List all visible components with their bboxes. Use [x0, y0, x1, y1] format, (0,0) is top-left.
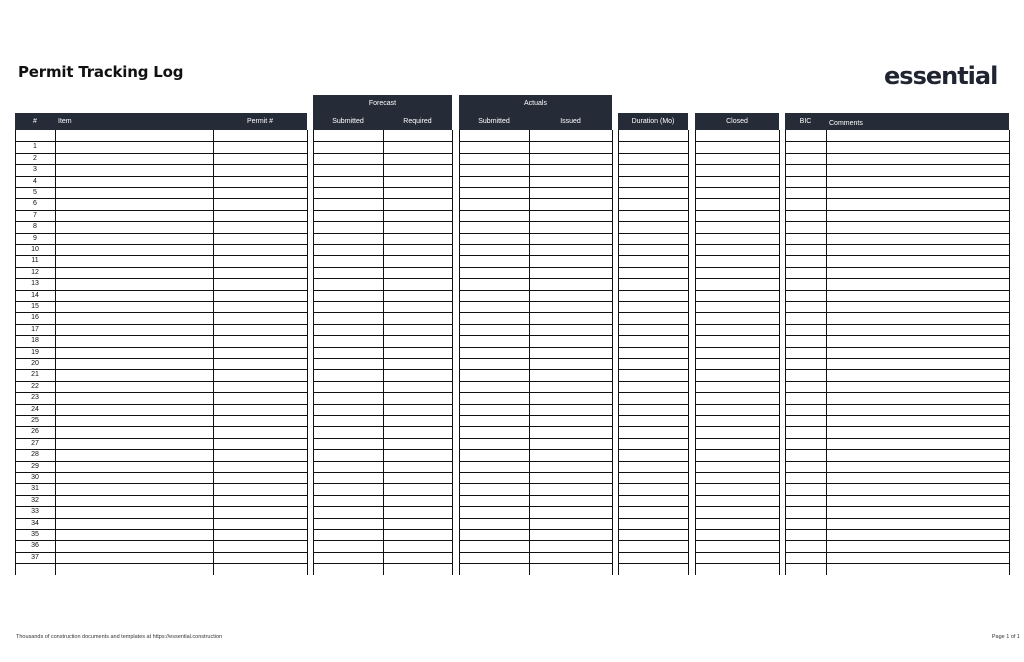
- grid-row-line: [15, 210, 308, 211]
- row-number: 31: [31, 485, 39, 492]
- grid-row-line: [313, 529, 453, 530]
- grid-row-line: [15, 529, 308, 530]
- grid-row-line: [459, 461, 613, 462]
- grid-row-line: [785, 472, 1010, 473]
- grid-row-line: [313, 449, 453, 450]
- grid-row-line: [785, 153, 1010, 154]
- grid-row-line: [15, 198, 308, 199]
- grid-row-line: [785, 369, 1010, 370]
- grid-row-line: [15, 563, 308, 564]
- grid-row-line: [618, 244, 689, 245]
- grid-row-line: [618, 164, 689, 165]
- grid-row-line: [695, 221, 780, 222]
- grid-row-line: [785, 312, 1010, 313]
- row-number: 14: [31, 292, 39, 299]
- grid-row-line: [459, 255, 613, 256]
- grid-row-line: [618, 438, 689, 439]
- row-number: 9: [33, 235, 37, 242]
- grid-row-line: [785, 449, 1010, 450]
- col-header-number: #: [15, 113, 55, 130]
- grid-row-line: [618, 301, 689, 302]
- grid-row-line: [459, 233, 613, 234]
- grid-row-line: [618, 518, 689, 519]
- grid-row-line: [695, 472, 780, 473]
- grid-row-line: [618, 233, 689, 234]
- grid-row-line: [313, 552, 453, 553]
- grid-row-line: [15, 404, 308, 405]
- grid-row-line: [695, 461, 780, 462]
- grid-column-line: [612, 130, 613, 575]
- row-number: 28: [31, 451, 39, 458]
- grid-column-line: [55, 130, 56, 575]
- grid-row-line: [695, 381, 780, 382]
- grid-row-line: [785, 244, 1010, 245]
- grid-row-line: [313, 461, 453, 462]
- grid-row-line: [459, 301, 613, 302]
- row-number: 24: [31, 406, 39, 413]
- grid-row-line: [618, 358, 689, 359]
- grid-row-line: [785, 381, 1010, 382]
- grid-row-line: [785, 187, 1010, 188]
- grid-row-line: [785, 347, 1010, 348]
- grid-row-line: [313, 392, 453, 393]
- grid-row-line: [785, 198, 1010, 199]
- grid-row-line: [785, 267, 1010, 268]
- grid-row-line: [618, 552, 689, 553]
- col-header-comments: Comments: [826, 113, 1009, 130]
- grid-row-line: [618, 506, 689, 507]
- grid-row-line: [695, 347, 780, 348]
- grid-row-line: [15, 324, 308, 325]
- grid-row-line: [785, 540, 1010, 541]
- grid-row-line: [618, 267, 689, 268]
- essential-logo: [884, 60, 1002, 90]
- grid-row-line: [313, 347, 453, 348]
- grid-row-line: [459, 267, 613, 268]
- actuals-group-header: Actuals: [459, 95, 612, 113]
- grid-row-line: [785, 301, 1010, 302]
- grid-row-line: [313, 153, 453, 154]
- grid-row-line: [618, 221, 689, 222]
- grid-row-line: [695, 449, 780, 450]
- grid-row-line: [15, 506, 308, 507]
- grid-row-line: [695, 563, 780, 564]
- grid-row-line: [313, 324, 453, 325]
- grid-row-line: [695, 255, 780, 256]
- row-number: 19: [31, 349, 39, 356]
- row-number: 1: [33, 143, 37, 150]
- grid-row-line: [313, 426, 453, 427]
- grid-row-line: [695, 210, 780, 211]
- grid-row-line: [313, 472, 453, 473]
- grid-row-line: [459, 449, 613, 450]
- row-number: 23: [31, 394, 39, 401]
- grid-column-line: [1009, 130, 1010, 575]
- grid-row-line: [313, 495, 453, 496]
- grid-row-line: [785, 438, 1010, 439]
- grid-row-line: [15, 415, 308, 416]
- grid-row-line: [459, 290, 613, 291]
- grid-row-line: [15, 153, 308, 154]
- row-number: 3: [33, 166, 37, 173]
- grid-row-line: [459, 483, 613, 484]
- grid-row-line: [785, 210, 1010, 211]
- grid-row-line: [459, 312, 613, 313]
- row-number: 33: [31, 508, 39, 515]
- row-number: 16: [31, 314, 39, 321]
- row-number: 7: [33, 212, 37, 219]
- grid-column-line: [307, 130, 308, 575]
- col-header-actual-submitted: Submitted: [459, 113, 529, 130]
- grid-row-line: [313, 187, 453, 188]
- col-header-duration: Duration (Mo): [618, 113, 688, 130]
- grid-row-line: [618, 426, 689, 427]
- row-number: 36: [31, 542, 39, 549]
- grid-row-line: [618, 472, 689, 473]
- grid-row-line: [459, 392, 613, 393]
- grid-row-line: [313, 381, 453, 382]
- grid-row-line: [459, 495, 613, 496]
- grid-row-line: [618, 141, 689, 142]
- row-number: 21: [31, 371, 39, 378]
- grid-row-line: [618, 312, 689, 313]
- grid-row-line: [695, 392, 780, 393]
- grid-row-line: [459, 176, 613, 177]
- grid-row-line: [459, 369, 613, 370]
- grid-row-line: [618, 449, 689, 450]
- grid-row-line: [785, 324, 1010, 325]
- grid-row-line: [695, 233, 780, 234]
- grid-row-line: [785, 518, 1010, 519]
- grid-row-line: [313, 233, 453, 234]
- grid-row-line: [15, 369, 308, 370]
- grid-column-line: [779, 130, 780, 575]
- row-number: 29: [31, 463, 39, 470]
- grid-column-line: [826, 130, 827, 575]
- col-header-forecast-submitted: Submitted: [313, 113, 383, 130]
- grid-row-line: [695, 415, 780, 416]
- grid-row-line: [695, 153, 780, 154]
- grid-row-line: [695, 176, 780, 177]
- grid-row-line: [459, 540, 613, 541]
- grid-column-line: [383, 130, 384, 575]
- grid-row-line: [459, 358, 613, 359]
- grid-row-line: [618, 529, 689, 530]
- col-header-actual-issued: Issued: [529, 113, 612, 130]
- grid-row-line: [15, 187, 308, 188]
- grid-row-line: [695, 358, 780, 359]
- grid-row-line: [313, 438, 453, 439]
- grid-row-line: [459, 472, 613, 473]
- grid-row-line: [695, 518, 780, 519]
- grid-row-line: [695, 404, 780, 405]
- grid-row-line: [459, 506, 613, 507]
- col-header-permit: Permit #: [213, 113, 307, 130]
- grid-row-line: [785, 335, 1010, 336]
- logo-wordmark: essential: [884, 62, 998, 90]
- grid-row-line: [618, 176, 689, 177]
- row-number: 30: [31, 474, 39, 481]
- grid-row-line: [15, 278, 308, 279]
- grid-row-line: [785, 221, 1010, 222]
- grid-row-line: [15, 392, 308, 393]
- grid-row-line: [618, 369, 689, 370]
- grid-row-line: [459, 381, 613, 382]
- row-number: 5: [33, 189, 37, 196]
- grid-row-line: [15, 472, 308, 473]
- grid-row-line: [459, 164, 613, 165]
- grid-row-line: [618, 324, 689, 325]
- grid-row-line: [695, 369, 780, 370]
- grid-row-line: [618, 563, 689, 564]
- grid-row-line: [695, 426, 780, 427]
- row-number: 13: [31, 280, 39, 287]
- grid-row-line: [459, 347, 613, 348]
- grid-row-line: [15, 540, 308, 541]
- grid-row-line: [459, 210, 613, 211]
- row-number: 17: [31, 326, 39, 333]
- grid-row-line: [15, 221, 308, 222]
- grid-row-line: [695, 483, 780, 484]
- grid-row-line: [618, 187, 689, 188]
- grid-row-line: [15, 449, 308, 450]
- grid-row-line: [785, 233, 1010, 234]
- grid-column-line: [529, 130, 530, 575]
- forecast-group-header: Forecast: [313, 95, 452, 113]
- grid-row-line: [313, 369, 453, 370]
- grid-row-line: [785, 563, 1010, 564]
- grid-column-line: [452, 130, 453, 575]
- grid-row-line: [785, 392, 1010, 393]
- grid-row-line: [313, 278, 453, 279]
- grid-row-line: [695, 290, 780, 291]
- grid-row-line: [695, 529, 780, 530]
- grid-row-line: [15, 381, 308, 382]
- grid-row-line: [695, 301, 780, 302]
- grid-row-line: [695, 324, 780, 325]
- grid-row-line: [459, 221, 613, 222]
- grid-row-line: [15, 426, 308, 427]
- grid-row-line: [618, 495, 689, 496]
- grid-row-line: [618, 290, 689, 291]
- grid-row-line: [313, 210, 453, 211]
- grid-row-line: [15, 358, 308, 359]
- grid-row-line: [313, 415, 453, 416]
- grid-row-line: [785, 404, 1010, 405]
- grid-row-line: [785, 552, 1010, 553]
- grid-row-line: [15, 141, 308, 142]
- grid-row-line: [15, 176, 308, 177]
- grid-row-line: [459, 153, 613, 154]
- grid-row-line: [313, 141, 453, 142]
- grid-row-line: [459, 141, 613, 142]
- grid-row-line: [618, 415, 689, 416]
- grid-row-line: [618, 381, 689, 382]
- grid-row-line: [459, 426, 613, 427]
- grid-row-line: [785, 426, 1010, 427]
- grid-row-line: [618, 392, 689, 393]
- grid-row-line: [313, 198, 453, 199]
- grid-row-line: [15, 290, 308, 291]
- grid-row-line: [313, 312, 453, 313]
- col-header-item: Item: [55, 113, 213, 130]
- grid-row-line: [459, 404, 613, 405]
- grid-row-line: [313, 506, 453, 507]
- col-header-closed: Closed: [695, 113, 779, 130]
- grid-row-line: [15, 164, 308, 165]
- row-number: 10: [31, 246, 39, 253]
- grid-row-line: [15, 267, 308, 268]
- grid-column-line: [785, 130, 786, 575]
- grid-row-line: [459, 563, 613, 564]
- footer-source-note: Thousands of construction documents and templates at https://essential.construction: [16, 634, 223, 640]
- grid-row-line: [313, 290, 453, 291]
- grid-row-line: [695, 244, 780, 245]
- grid-row-line: [15, 233, 308, 234]
- grid-row-line: [785, 358, 1010, 359]
- grid-row-line: [695, 335, 780, 336]
- row-number: 35: [31, 531, 39, 538]
- grid-row-line: [313, 358, 453, 359]
- grid-row-line: [313, 255, 453, 256]
- grid-row-line: [459, 187, 613, 188]
- grid-row-line: [695, 141, 780, 142]
- grid-row-line: [618, 483, 689, 484]
- grid-column-line: [688, 130, 689, 575]
- grid-row-line: [15, 244, 308, 245]
- grid-row-line: [15, 483, 308, 484]
- row-number: 11: [31, 257, 39, 264]
- grid-row-line: [15, 312, 308, 313]
- page-title: Permit Tracking Log: [18, 63, 184, 81]
- grid-row-line: [695, 267, 780, 268]
- col-header-bic: BIC: [785, 113, 826, 130]
- grid-row-line: [618, 278, 689, 279]
- grid-row-line: [459, 324, 613, 325]
- grid-row-line: [15, 347, 308, 348]
- grid-row-line: [618, 461, 689, 462]
- grid-row-line: [459, 552, 613, 553]
- grid-row-line: [618, 255, 689, 256]
- grid-row-line: [313, 483, 453, 484]
- grid-row-line: [618, 347, 689, 348]
- col-header-forecast-required: Required: [383, 113, 452, 130]
- grid-row-line: [695, 552, 780, 553]
- grid-row-line: [15, 461, 308, 462]
- grid-row-line: [695, 187, 780, 188]
- grid-row-line: [313, 176, 453, 177]
- grid-row-line: [695, 495, 780, 496]
- grid-row-line: [695, 540, 780, 541]
- row-number: 8: [33, 223, 37, 230]
- grid-row-line: [785, 255, 1010, 256]
- grid-row-line: [15, 518, 308, 519]
- grid-row-line: [459, 335, 613, 336]
- row-number: 15: [31, 303, 39, 310]
- grid-row-line: [313, 335, 453, 336]
- grid-row-line: [785, 290, 1010, 291]
- grid-row-line: [785, 461, 1010, 462]
- row-number: 27: [31, 440, 39, 447]
- grid-row-line: [313, 563, 453, 564]
- row-number: 25: [31, 417, 39, 424]
- grid-row-line: [695, 312, 780, 313]
- footer-page-number: Page 1 of 1: [991, 634, 1020, 640]
- grid-row-line: [459, 518, 613, 519]
- grid-row-line: [313, 540, 453, 541]
- grid-row-line: [785, 164, 1010, 165]
- grid-row-line: [15, 255, 308, 256]
- grid-row-line: [313, 221, 453, 222]
- grid-row-line: [785, 176, 1010, 177]
- grid-row-line: [785, 141, 1010, 142]
- grid-row-line: [313, 518, 453, 519]
- grid-row-line: [785, 278, 1010, 279]
- grid-row-line: [15, 495, 308, 496]
- grid-row-line: [695, 278, 780, 279]
- grid-row-line: [695, 164, 780, 165]
- grid-row-line: [15, 438, 308, 439]
- grid-row-line: [785, 529, 1010, 530]
- grid-row-line: [785, 415, 1010, 416]
- grid-row-line: [313, 244, 453, 245]
- grid-row-line: [785, 495, 1010, 496]
- grid-row-line: [459, 438, 613, 439]
- grid-row-line: [459, 529, 613, 530]
- grid-row-line: [459, 198, 613, 199]
- grid-row-line: [459, 415, 613, 416]
- grid-row-line: [15, 552, 308, 553]
- grid-row-line: [785, 483, 1010, 484]
- grid-row-line: [695, 506, 780, 507]
- grid-column-line: [695, 130, 696, 575]
- grid-row-line: [618, 540, 689, 541]
- grid-row-line: [459, 278, 613, 279]
- grid-row-line: [618, 335, 689, 336]
- grid-row-line: [618, 198, 689, 199]
- row-number: 18: [31, 337, 39, 344]
- grid-row-line: [785, 506, 1010, 507]
- grid-column-line: [313, 130, 314, 575]
- row-number: 4: [33, 178, 37, 185]
- grid-column-line: [213, 130, 214, 575]
- grid-row-line: [695, 198, 780, 199]
- row-number: 6: [33, 200, 37, 207]
- row-number: 2: [33, 155, 37, 162]
- row-number: 26: [31, 428, 39, 435]
- row-number: 20: [31, 360, 39, 367]
- row-number: 37: [31, 554, 39, 561]
- row-number: 34: [31, 520, 39, 527]
- grid-row-line: [618, 153, 689, 154]
- grid-row-line: [459, 244, 613, 245]
- grid-row-line: [313, 404, 453, 405]
- row-number: 22: [31, 383, 39, 390]
- grid-row-line: [313, 267, 453, 268]
- grid-row-line: [313, 301, 453, 302]
- row-number: 12: [31, 269, 39, 276]
- grid-row-line: [695, 438, 780, 439]
- grid-column-line: [459, 130, 460, 575]
- grid-row-line: [618, 404, 689, 405]
- grid-row-line: [618, 210, 689, 211]
- grid-row-line: [15, 335, 308, 336]
- grid-column-line: [618, 130, 619, 575]
- grid-row-line: [15, 301, 308, 302]
- row-number: 32: [31, 497, 39, 504]
- grid-row-line: [313, 164, 453, 165]
